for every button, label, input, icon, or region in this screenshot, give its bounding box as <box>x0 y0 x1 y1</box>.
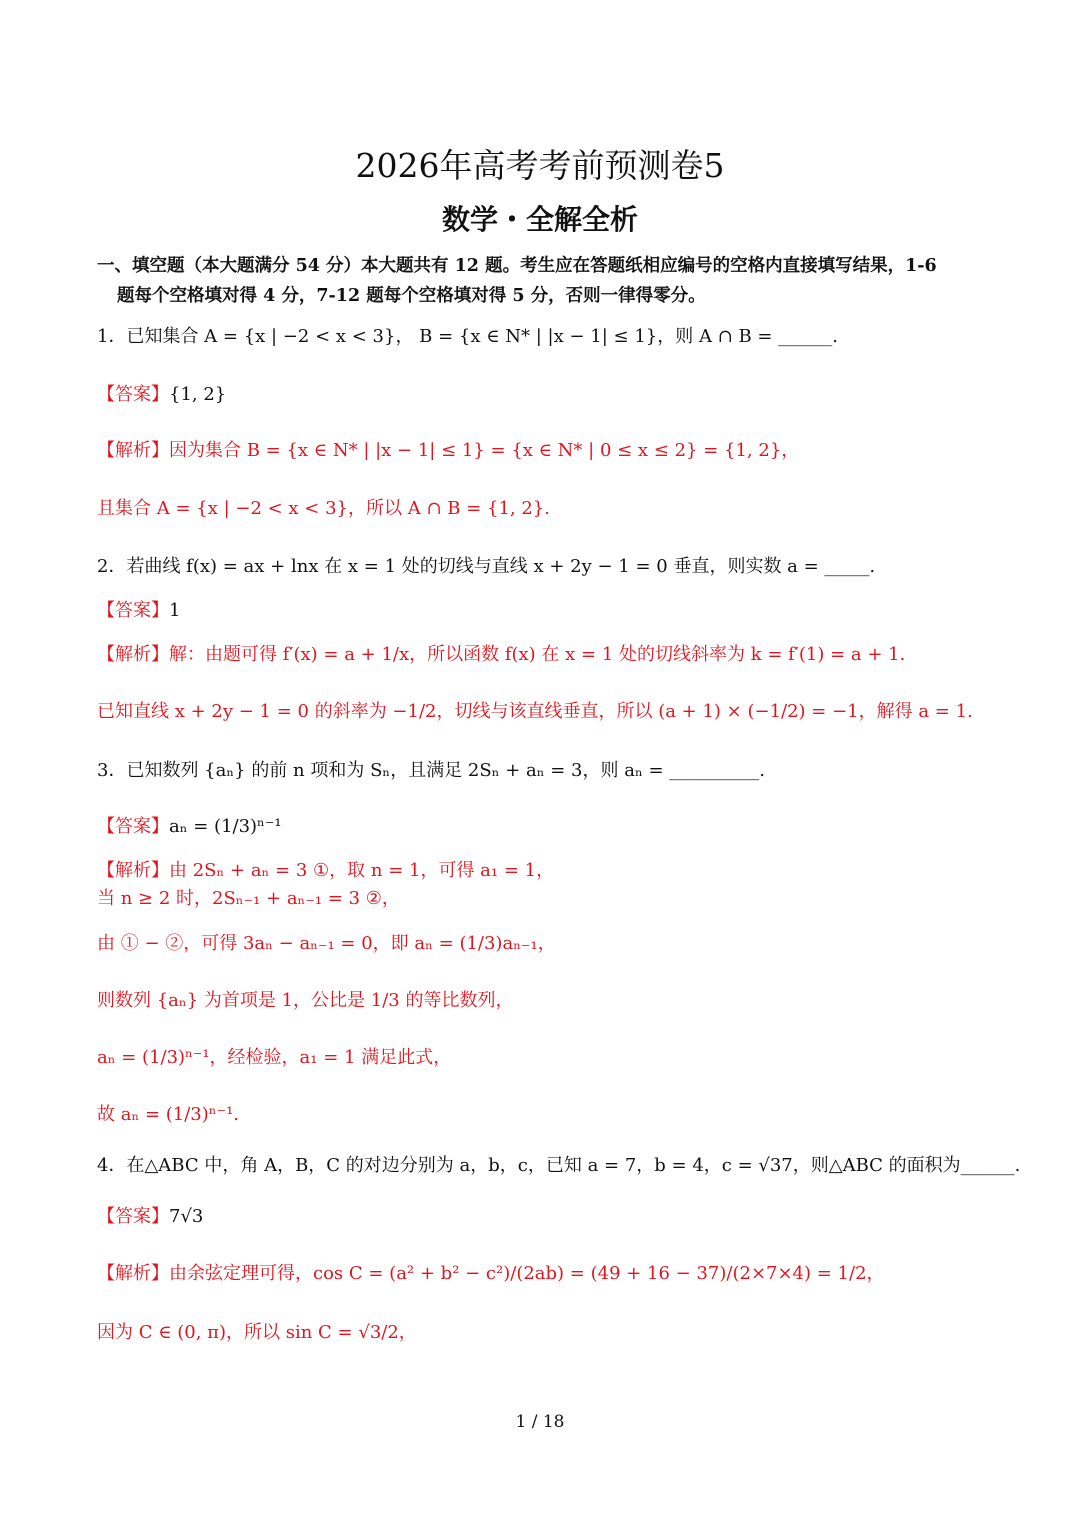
analysis-1-text1: 因为集合 B = {x ∈ N* | |x − 1| ≤ 1} = {x ∈ N* | 0 ≤ x ≤ 2} = {1, 2}， <box>169 440 800 461</box>
answer-tag: 【答案】 <box>97 816 169 837</box>
answer-4 <box>97 1202 203 1228</box>
question-3: 3．已知数列 {aₙ} 的前 n 项和为 Sₙ，且满足 2Sₙ + aₙ = 3，则 aₙ = __________. <box>97 760 765 781</box>
question-1: 1．已知集合 A = {x | −2 < x < 3}， B = {x ∈ N* | |x − 1| ≤ 1}，则 A ∩ B = ______. <box>97 326 838 347</box>
analysis-4-text1: 由余弦定理可得，cos C = (a² + b² − c²)/(2ab) = (49 + 16 − 37)/(2×7×4) = 1/2， <box>169 1263 885 1284</box>
answer-1 <box>97 380 226 406</box>
analysis-4-line1 <box>97 1259 885 1285</box>
section-instructions-line1: 一、填空题（本大题满分 54 分）本大题共有 12 题。考生应在答题纸相应编号的空格内直接填写结果，1-6 <box>97 256 937 276</box>
analysis-3-line2: 当 n ≥ 2 时，2Sₙ₋₁ + aₙ₋₁ = 3 ②， <box>97 888 400 909</box>
exam-subtitle: 数学・全解全析 <box>441 203 638 236</box>
answer-tag: 【答案】 <box>97 1206 169 1227</box>
question-2: 2．若曲线 f(x) = ax + lnx 在 x = 1 处的切线与直线 x + 2y − 1 = 0 垂直，则实数 a = _____. <box>97 556 876 577</box>
analysis-3-line3: 由 ① − ②，可得 3aₙ − aₙ₋₁ = 0，即 aₙ = (1/3)aₙ₋₁， <box>97 933 556 954</box>
analysis-2-text1: 解：由题可得 f′(x) = a + 1/x，所以函数 f(x) 在 x = 1 处的切线斜率为 k = f′(1) = a + 1. <box>169 644 906 665</box>
exam-title: 2026年高考考前预测卷5 <box>355 146 725 185</box>
answer-tag: 【答案】 <box>97 384 169 405</box>
answer-2 <box>97 596 180 622</box>
analysis-2-line2: 已知直线 x + 2y − 1 = 0 的斜率为 −1/2，切线与该直线垂直，所以 (a + 1) × (−1/2) = −1，解得 a = 1. <box>97 701 973 722</box>
section-instructions-line2: 题每个空格填对得 4 分，7-12 题每个空格填对得 5 分，否则一律得零分。 <box>117 286 706 306</box>
analysis-tag: 【解析】 <box>97 860 169 881</box>
analysis-tag: 【解析】 <box>97 644 169 665</box>
analysis-3-line5: aₙ = (1/3)ⁿ⁻¹，经检验，a₁ = 1 满足此式， <box>97 1047 452 1068</box>
analysis-3-text1: 由 2Sₙ + aₙ = 3 ①，取 n = 1，可得 a₁ = 1， <box>169 860 555 881</box>
analysis-2-line1 <box>97 640 905 666</box>
analysis-tag: 【解析】 <box>97 1263 169 1284</box>
answer-4-value: 7√3 <box>169 1206 204 1227</box>
answer-1-value: {1, 2} <box>169 384 227 405</box>
answer-3-value: aₙ = (1/3)ⁿ⁻¹ <box>169 816 282 837</box>
analysis-3-line6: 故 aₙ = (1/3)ⁿ⁻¹. <box>97 1104 240 1125</box>
answer-3 <box>97 812 282 838</box>
analysis-3-line4: 则数列 {aₙ} 为首项是 1，公比是 1/3 的等比数列， <box>97 990 514 1011</box>
analysis-3-line1 <box>97 856 554 882</box>
analysis-tag: 【解析】 <box>97 440 169 461</box>
analysis-1-line2: 且集合 A = {x | −2 < x < 3}，所以 A ∩ B = {1, 2}. <box>97 498 550 519</box>
analysis-1-line1 <box>97 436 799 462</box>
answer-tag: 【答案】 <box>97 600 169 621</box>
page-number: 1 / 18 <box>515 1412 565 1432</box>
question-4: 4．在△ABC 中，角 A，B，C 的对边分别为 a，b，c，已知 a = 7，b = 4，c = √37，则△ABC 的面积为______. <box>97 1155 1021 1176</box>
analysis-4-line2: 因为 C ∈ (0, π)，所以 sin C = √3/2， <box>97 1322 417 1343</box>
answer-2-value: 1 <box>169 600 181 621</box>
